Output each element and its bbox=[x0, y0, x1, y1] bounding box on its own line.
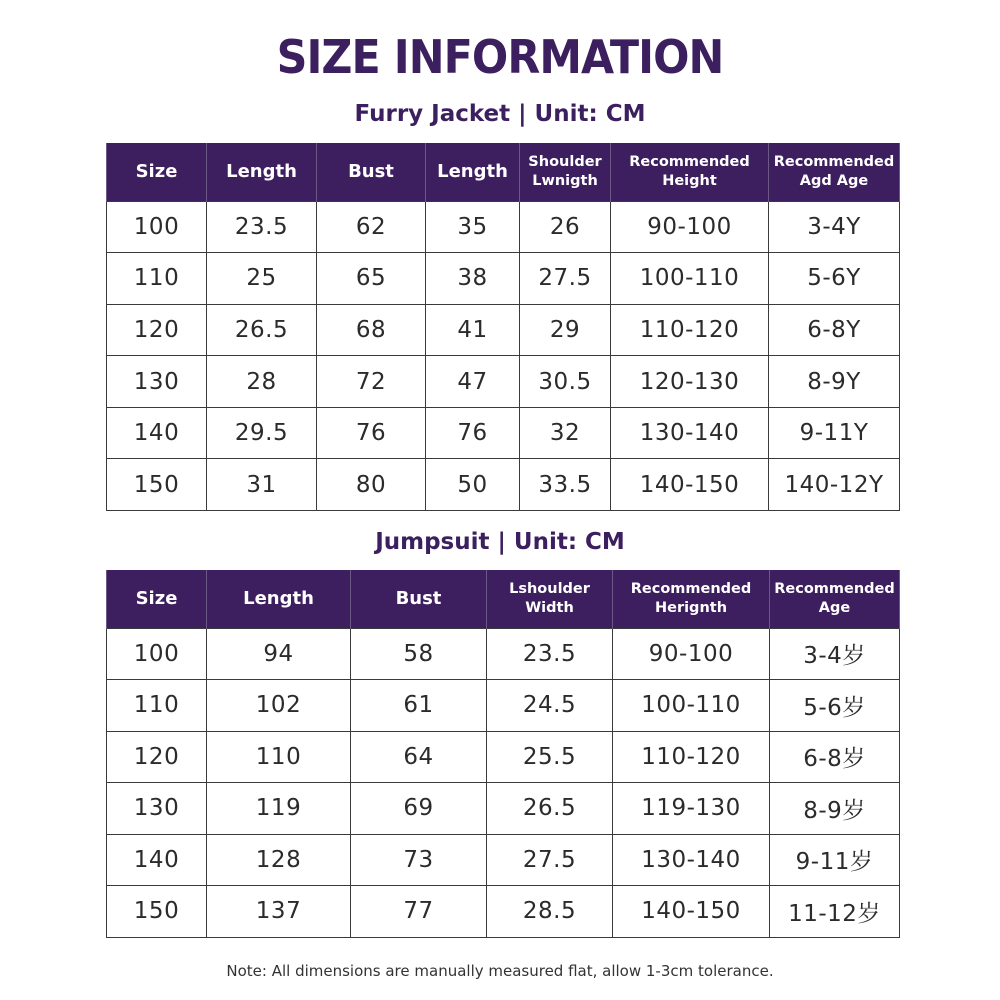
table-cell: 23.5 bbox=[487, 628, 613, 680]
table-cell: 64 bbox=[351, 731, 487, 783]
table-cell: 31 bbox=[207, 459, 317, 511]
header-recommended-height: Recommended Herignth bbox=[613, 570, 770, 628]
header-shoulder: Shoulder Lwnigth bbox=[520, 143, 611, 201]
table-cell: 90-100 bbox=[611, 201, 769, 253]
table-cell: 76 bbox=[426, 407, 520, 459]
table-cell: 110 bbox=[107, 680, 207, 732]
table-cell: 50 bbox=[426, 459, 520, 511]
table-cell: 110-120 bbox=[613, 731, 770, 783]
table-cell: 61 bbox=[351, 680, 487, 732]
table-cell: 140-150 bbox=[613, 886, 770, 938]
table-row bbox=[107, 680, 900, 732]
table-cell: 120-130 bbox=[611, 356, 769, 408]
header-shoulder-width: Lshoulder Width bbox=[487, 570, 613, 628]
header-size: Size bbox=[107, 570, 207, 628]
table-cell: 68 bbox=[317, 304, 426, 356]
table-cell: 6-8Y bbox=[769, 304, 900, 356]
table-cell: 100-110 bbox=[613, 680, 770, 732]
header-length: Length bbox=[207, 143, 317, 201]
table-cell: 9-11Y bbox=[769, 407, 900, 459]
table-header-row bbox=[107, 143, 900, 201]
table-cell: 3-4Y bbox=[769, 201, 900, 253]
header-recommended-age: Recommended Agd Age bbox=[769, 143, 900, 201]
table-cell: 76 bbox=[317, 407, 426, 459]
table-cell: 25 bbox=[207, 253, 317, 305]
table-cell: 140 bbox=[107, 834, 207, 886]
table-cell: 26.5 bbox=[207, 304, 317, 356]
table-cell: 65 bbox=[317, 253, 426, 305]
table-row bbox=[107, 834, 900, 886]
jumpsuit-size-table bbox=[106, 570, 900, 938]
table-row bbox=[107, 253, 900, 305]
table-cell: 80 bbox=[317, 459, 426, 511]
page-title: SIZE INFORMATION bbox=[276, 30, 724, 84]
table-cell: 5-6Y bbox=[769, 253, 900, 305]
table-cell: 72 bbox=[317, 356, 426, 408]
table-cell: 9-11岁 bbox=[770, 834, 900, 886]
header-size: Size bbox=[107, 143, 207, 201]
table-row bbox=[107, 304, 900, 356]
table-cell: 33.5 bbox=[520, 459, 611, 511]
tolerance-note: Note: All dimensions are manually measured flat, allow 1-3cm tolerance. bbox=[226, 962, 774, 980]
table-cell: 28 bbox=[207, 356, 317, 408]
table-cell: 100 bbox=[107, 201, 207, 253]
table-cell: 140 bbox=[107, 407, 207, 459]
table-cell: 120 bbox=[107, 731, 207, 783]
table-cell: 137 bbox=[207, 886, 351, 938]
table-cell: 90-100 bbox=[613, 628, 770, 680]
table-cell: 77 bbox=[351, 886, 487, 938]
table-cell: 100-110 bbox=[611, 253, 769, 305]
jumpsuit-section-title: Jumpsuit | Unit: CM bbox=[375, 529, 625, 555]
table-cell: 41 bbox=[426, 304, 520, 356]
table-cell: 8-9Y bbox=[769, 356, 900, 408]
table-row bbox=[107, 459, 900, 511]
table-cell: 73 bbox=[351, 834, 487, 886]
table-cell: 11-12岁 bbox=[770, 886, 900, 938]
header-recommended-height: Recommended Height bbox=[611, 143, 769, 201]
table-cell: 26 bbox=[520, 201, 611, 253]
table-cell: 94 bbox=[207, 628, 351, 680]
table-cell: 32 bbox=[520, 407, 611, 459]
jacket-size-table bbox=[106, 143, 900, 511]
table-cell: 27.5 bbox=[520, 253, 611, 305]
table-cell: 119-130 bbox=[613, 783, 770, 835]
table-cell: 38 bbox=[426, 253, 520, 305]
table-cell: 62 bbox=[317, 201, 426, 253]
table-cell: 140-150 bbox=[611, 459, 769, 511]
table-cell: 150 bbox=[107, 459, 207, 511]
table-cell: 35 bbox=[426, 201, 520, 253]
table-cell: 120 bbox=[107, 304, 207, 356]
table-cell: 130 bbox=[107, 356, 207, 408]
table-row bbox=[107, 407, 900, 459]
table-cell: 29.5 bbox=[207, 407, 317, 459]
table-cell: 110 bbox=[107, 253, 207, 305]
jacket-section-title: Furry Jacket | Unit: CM bbox=[354, 101, 646, 127]
jumpsuit-table-body bbox=[107, 628, 900, 937]
table-cell: 140-12Y bbox=[769, 459, 900, 511]
table-cell: 110-120 bbox=[611, 304, 769, 356]
table-cell: 28.5 bbox=[487, 886, 613, 938]
table-cell: 150 bbox=[107, 886, 207, 938]
table-cell: 27.5 bbox=[487, 834, 613, 886]
table-cell: 24.5 bbox=[487, 680, 613, 732]
table-cell: 29 bbox=[520, 304, 611, 356]
table-row bbox=[107, 886, 900, 938]
table-cell: 5-6岁 bbox=[770, 680, 900, 732]
table-cell: 6-8岁 bbox=[770, 731, 900, 783]
table-cell: 8-9岁 bbox=[770, 783, 900, 835]
table-cell: 23.5 bbox=[207, 201, 317, 253]
header-bust: Bust bbox=[317, 143, 426, 201]
table-cell: 130-140 bbox=[613, 834, 770, 886]
table-row bbox=[107, 356, 900, 408]
table-cell: 110 bbox=[207, 731, 351, 783]
header-length-2: Length bbox=[426, 143, 520, 201]
table-cell: 119 bbox=[207, 783, 351, 835]
table-cell: 30.5 bbox=[520, 356, 611, 408]
table-cell: 26.5 bbox=[487, 783, 613, 835]
header-bust: Bust bbox=[351, 570, 487, 628]
table-row bbox=[107, 731, 900, 783]
jacket-table-body bbox=[107, 201, 900, 511]
header-recommended-age: Recommended Age bbox=[770, 570, 900, 628]
table-cell: 25.5 bbox=[487, 731, 613, 783]
table-cell: 100 bbox=[107, 628, 207, 680]
table-cell: 47 bbox=[426, 356, 520, 408]
table-cell: 130-140 bbox=[611, 407, 769, 459]
table-cell: 128 bbox=[207, 834, 351, 886]
header-length: Length bbox=[207, 570, 351, 628]
table-cell: 102 bbox=[207, 680, 351, 732]
table-cell: 3-4岁 bbox=[770, 628, 900, 680]
table-row bbox=[107, 628, 900, 680]
table-header-row bbox=[107, 570, 900, 628]
table-cell: 69 bbox=[351, 783, 487, 835]
table-row bbox=[107, 783, 900, 835]
table-cell: 58 bbox=[351, 628, 487, 680]
table-row bbox=[107, 201, 900, 253]
table-cell: 130 bbox=[107, 783, 207, 835]
